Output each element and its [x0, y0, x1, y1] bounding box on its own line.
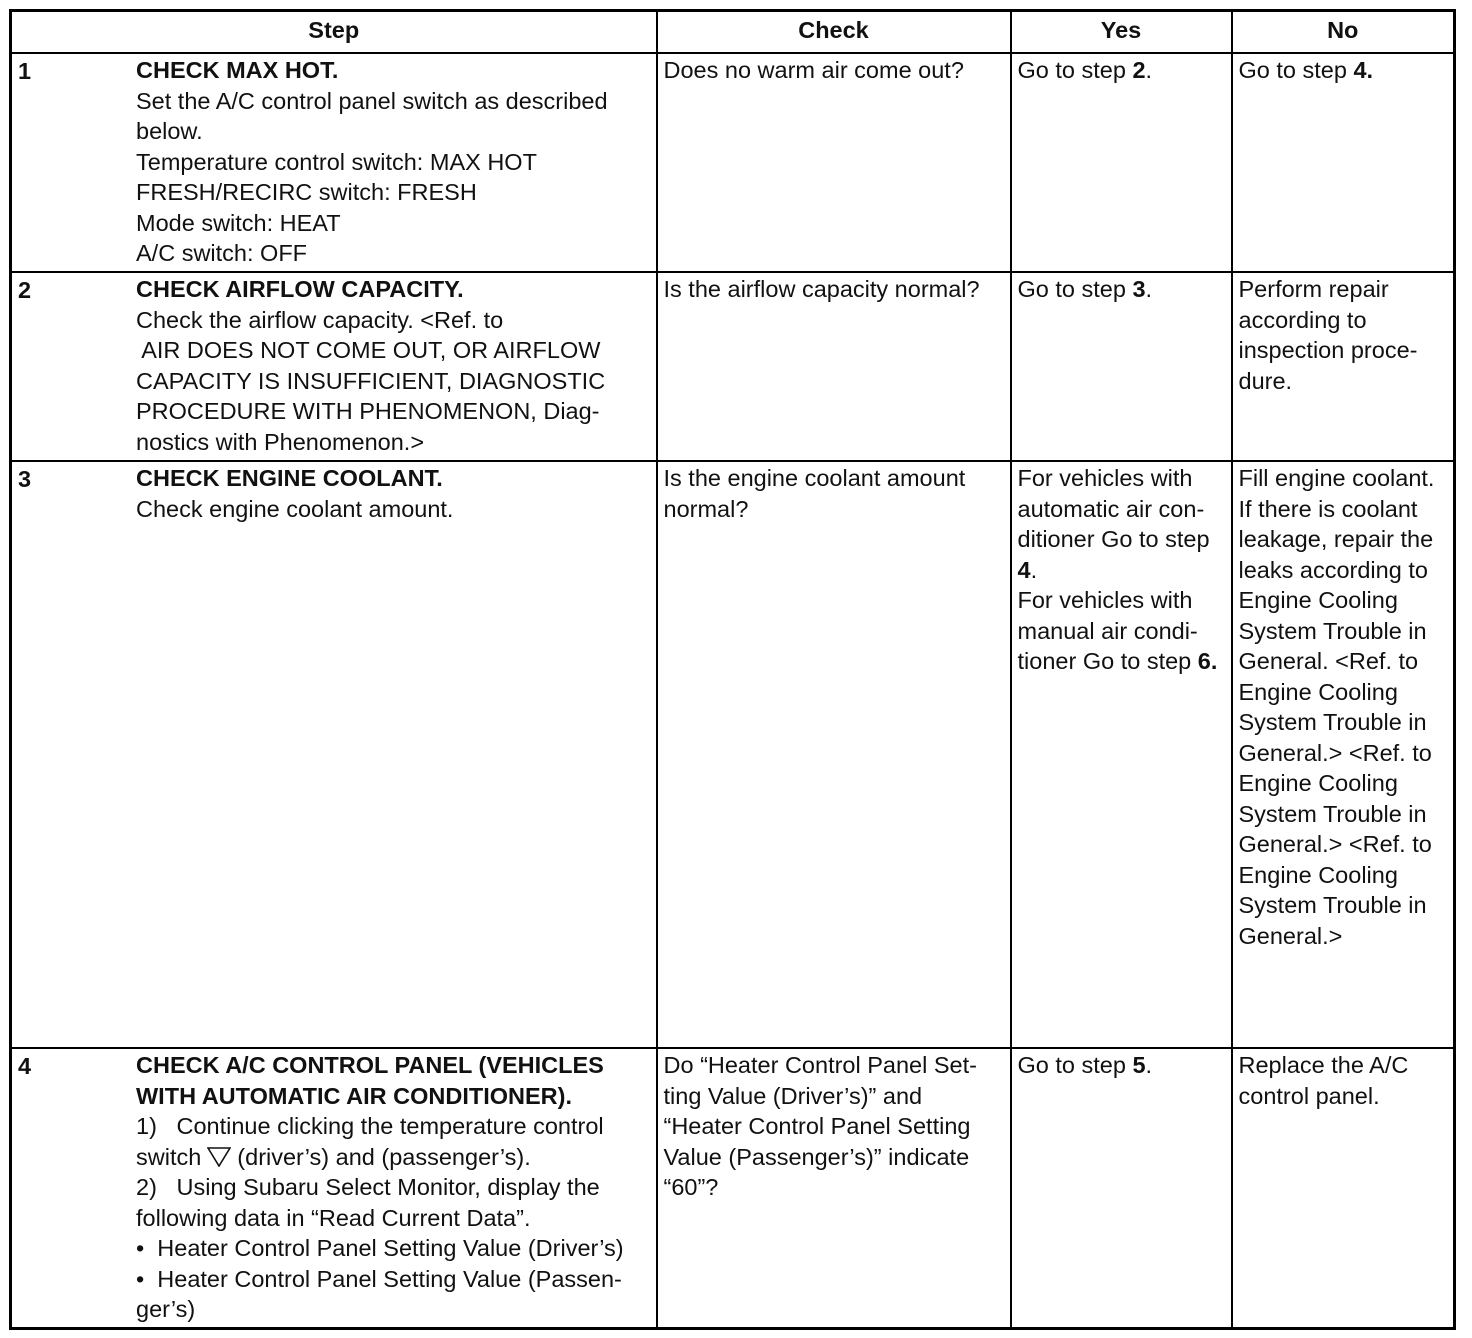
step-cell: [11, 272, 657, 461]
step-line: Check the airflow capacity. <Ref. to: [136, 306, 504, 333]
check-line: Is the airflow capacity normal?: [663, 276, 980, 302]
yes-line: [1018, 1050, 1226, 1081]
no-line: Engine Cooling: [1238, 587, 1398, 613]
yes-line: [1018, 646, 1226, 677]
yes-end: .: [1145, 276, 1153, 302]
no-line: System Trouble in: [1238, 617, 1427, 644]
yes-text: tioner Go to step: [1017, 648, 1198, 674]
yes-text: Go to step: [1017, 1052, 1133, 1078]
bullet-item: • Heater Control Panel Setting Value (Driver’s): [136, 1235, 624, 1261]
step-cell: [11, 461, 657, 1048]
no-line: inspection proce-: [1238, 337, 1418, 363]
troubleshooting-table: [9, 9, 1456, 1330]
yes-line: manual air condi-: [1017, 617, 1198, 644]
no-cell: [1232, 272, 1455, 461]
step-title: WITH AUTOMATIC AIR CONDITIONER).: [136, 1082, 573, 1109]
step-line: AIR DOES NOT COME OUT, OR AIRFLOW: [136, 337, 601, 363]
yes-line: [1018, 555, 1226, 586]
step-title: CHECK A/C CONTROL PANEL (VEHICLES: [136, 1052, 604, 1078]
check-cell: [657, 461, 1011, 1048]
step-text: switch: [136, 1143, 202, 1170]
no-line: leaks according to: [1238, 556, 1428, 583]
no-line: Fill engine coolant.: [1238, 465, 1435, 491]
no-line: [1239, 55, 1449, 86]
no-end: .: [1366, 57, 1374, 83]
step-number: 4: [18, 1053, 32, 1079]
step-line: A/C switch: OFF: [136, 240, 308, 266]
yes-cell: [1011, 461, 1232, 1048]
step-cell: [11, 53, 657, 272]
yes-step-ref: 6: [1197, 648, 1211, 674]
header-no: No: [1232, 11, 1455, 54]
no-line: System Trouble in: [1238, 892, 1427, 918]
step-line: CAPACITY IS INSUFFICIENT, DIAGNOSTIC: [136, 367, 606, 394]
yes-step-ref: 3: [1132, 276, 1146, 302]
yes-cell: [1011, 53, 1232, 272]
check-cell: [657, 272, 1011, 461]
yes-step-ref: 5: [1132, 1052, 1146, 1078]
triangle-down-icon: [207, 1147, 231, 1167]
bullet-item: • Heater Control Panel Setting Value (Passen-: [136, 1265, 622, 1292]
step-line: FRESH/RECIRC switch: FRESH: [136, 179, 477, 205]
check-line: Is the engine coolant amount: [663, 465, 966, 491]
yes-end: .: [1145, 1052, 1153, 1078]
table-row: [11, 53, 1455, 272]
no-line: Engine Cooling: [1238, 770, 1398, 796]
check-line: Value (Passenger’s)” indicate: [663, 1143, 970, 1170]
check-line: Do “Heater Control Panel Set-: [663, 1052, 977, 1078]
table-row: [11, 1048, 1455, 1329]
step-line: 2) Using Subaru Select Monitor, display the: [136, 1174, 600, 1200]
yes-end: .: [1030, 556, 1038, 583]
check-line: “60”?: [663, 1174, 719, 1200]
step-cell: [11, 1048, 657, 1329]
check-line: Does no warm air come out?: [663, 57, 964, 83]
yes-text: Go to step: [1017, 57, 1133, 83]
step-number: 2: [18, 277, 32, 303]
yes-line: automatic air con-: [1017, 495, 1205, 522]
no-step-ref: 4: [1353, 57, 1367, 83]
no-line: General.> <Ref. to: [1238, 831, 1432, 857]
yes-line: [1018, 55, 1226, 86]
table-row: [11, 272, 1455, 461]
step-line: [136, 1142, 651, 1173]
header-check: Check: [657, 11, 1011, 54]
check-line: “Heater Control Panel Setting: [663, 1113, 971, 1139]
step-line: 1) Continue clicking the temperature control: [136, 1113, 604, 1139]
no-cell: [1232, 461, 1455, 1048]
step-line: below.: [136, 118, 203, 144]
no-line: General. <Ref. to: [1238, 648, 1419, 674]
no-line: If there is coolant: [1238, 495, 1418, 522]
no-line: control panel.: [1238, 1082, 1380, 1109]
yes-line: ditioner Go to step: [1017, 526, 1210, 552]
no-line: System Trouble in: [1238, 709, 1427, 735]
step-title: CHECK MAX HOT.: [136, 57, 339, 83]
step-title: CHECK AIRFLOW CAPACITY.: [136, 276, 464, 302]
step-number: 3: [18, 466, 32, 492]
no-line: leakage, repair the: [1238, 526, 1434, 552]
yes-text: Go to step: [1017, 276, 1133, 302]
header-yes: Yes: [1011, 11, 1232, 54]
step-text: (driver’s) and (passenger’s).: [237, 1143, 531, 1170]
header-row: [11, 11, 1455, 54]
table-row: [11, 461, 1455, 1048]
yes-line: [1018, 274, 1226, 305]
check-line: normal?: [663, 495, 749, 522]
no-line: General.>: [1238, 922, 1343, 949]
step-line: Set the A/C control panel switch as described: [136, 87, 608, 114]
step-line: Temperature control switch: MAX HOT: [136, 148, 537, 175]
step-line: following data in “Read Current Data”.: [136, 1204, 531, 1231]
step-line: Check engine coolant amount.: [136, 495, 454, 522]
header-step: Step: [11, 11, 657, 54]
no-line: Replace the A/C: [1238, 1052, 1409, 1078]
no-line: Perform repair: [1238, 276, 1389, 302]
step-title: CHECK ENGINE COOLANT.: [136, 465, 443, 491]
yes-cell: [1011, 272, 1232, 461]
no-cell: [1232, 1048, 1455, 1329]
step-line: nostics with Phenomenon.>: [136, 428, 425, 455]
no-line: General.> <Ref. to: [1238, 739, 1432, 766]
step-line: Mode switch: HEAT: [136, 209, 341, 236]
yes-step-ref: 4: [1017, 556, 1031, 583]
yes-line: For vehicles with: [1017, 587, 1193, 613]
step-number: 1: [18, 58, 32, 84]
check-cell: [657, 53, 1011, 272]
no-text: Go to step: [1238, 57, 1354, 83]
yes-line: For vehicles with: [1017, 465, 1193, 491]
no-line: Engine Cooling: [1238, 678, 1398, 705]
no-line: Engine Cooling: [1238, 861, 1398, 888]
yes-end: .: [1145, 57, 1153, 83]
no-cell: [1232, 53, 1455, 272]
yes-end: .: [1210, 648, 1218, 674]
check-cell: [657, 1048, 1011, 1329]
step-line: ger’s): [136, 1296, 196, 1322]
no-line: dure.: [1238, 367, 1293, 394]
step-line: PROCEDURE WITH PHENOMENON, Diag-: [136, 398, 600, 424]
yes-step-ref: 2: [1132, 57, 1146, 83]
no-line: according to: [1238, 306, 1367, 333]
check-line: ting Value (Driver’s)” and: [663, 1082, 923, 1109]
no-line: System Trouble in: [1238, 800, 1427, 827]
yes-cell: [1011, 1048, 1232, 1329]
